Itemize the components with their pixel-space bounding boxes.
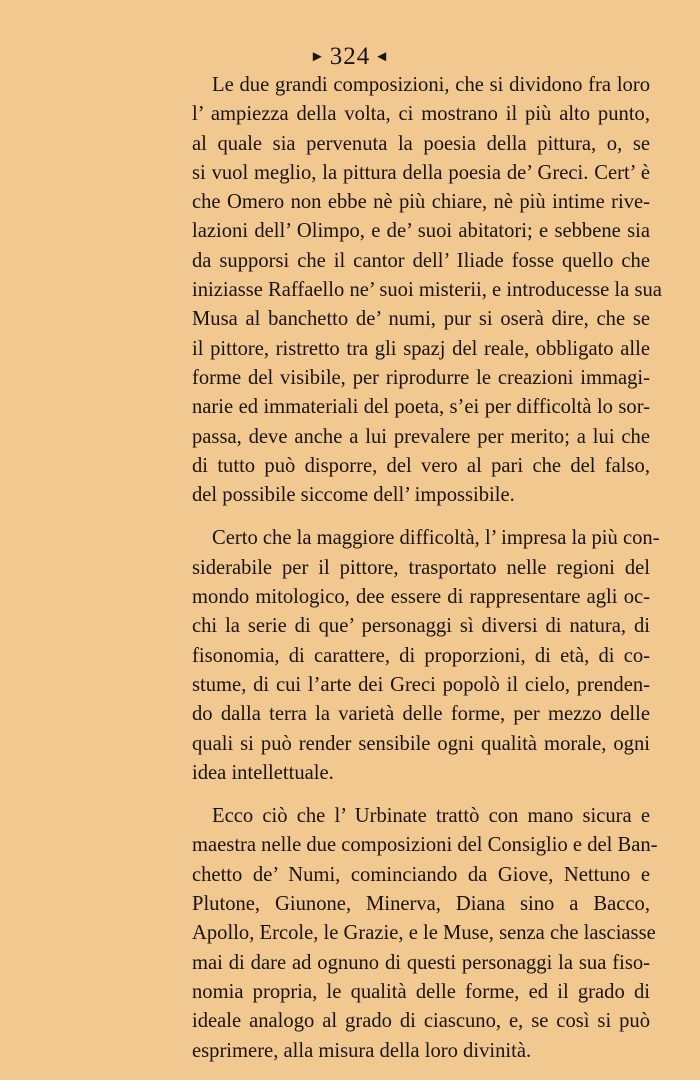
page-number: 324 [329, 43, 371, 71]
text-line: fisonomia, di carattere, di proporzioni, di età, di co- [192, 644, 650, 667]
text-line: maestra nelle due composizioni del Consiglio e del Ban- [192, 834, 658, 857]
text-line: chetto de’ Numi, cominciando da Giove, Nettuno e [192, 863, 650, 886]
text-line: Certo che la maggiore difficoltà, l’ impresa la più con- [212, 527, 660, 550]
paragraph [192, 802, 658, 1066]
text-line: che Omero non ebbe nè più chiare, nè più intime rive- [192, 191, 650, 214]
text-line: al quale sia pervenuta la poesia della pittura, o, se [192, 132, 650, 155]
text-line: Ecco ciò che l’ Urbinate trattò con mano sicura e [212, 805, 650, 828]
text-line: si vuol meglio, la pittura della poesia de’ Greci. Cert’ è [192, 161, 650, 184]
paragraph [192, 71, 662, 510]
text-line: quali si può render sensibile ogni qualità morale, ogni [192, 732, 650, 755]
body-text [192, 71, 662, 1080]
text-line: stume, di cui l’arte dei Greci popolò il cielo, prenden- [192, 673, 650, 696]
text-line: chi la serie di que’ personaggi sì diversi di natura, di [192, 615, 650, 638]
text-line: mai di dare ad ognuno di questi personaggi la sua fiso- [192, 951, 650, 974]
text-line: Le due grandi composizioni, che si dividono fra loro [212, 74, 650, 96]
text-line: ideale analogo al grado di ciascuno, e, se così si può [192, 1010, 650, 1033]
text-line: da supporsi che il cantor dell’ Iliade fosse quello che [192, 249, 650, 272]
text-line: di tutto può disporre, del vero al pari che del falso, [192, 454, 650, 477]
text-line: passa, deve anche a lui prevalere per merito; a lui che [192, 425, 650, 448]
right-ornament-icon: ◄ [374, 48, 391, 65]
text-line: idea intellettuale. [192, 761, 334, 784]
page-header [0, 42, 700, 71]
text-line: mondo mitologico, dee essere di rappresentare agli oc- [192, 586, 650, 609]
paragraph [192, 524, 660, 788]
left-ornament-icon: ► [309, 48, 326, 65]
text-line: forme del visibile, per riprodurre le creazioni immagi- [192, 366, 650, 389]
text-line: il pittore, ristretto tra gli spazj del reale, obbligato alle [192, 337, 650, 360]
text-line: do dalla terra la varietà delle forme, per mezzo delle [192, 703, 650, 726]
text-line: Apollo, Ercole, le Grazie, e le Muse, senza che lasciasse [192, 922, 656, 945]
text-line: l’ ampiezza della volta, ci mostrano il più alto punto, [192, 103, 650, 126]
text-line: lazioni dell’ Olimpo, e de’ suoi abitatori; e sebbene sia [192, 220, 650, 243]
text-line: del possibile siccome dell’ impossibile. [192, 484, 515, 507]
text-line: esprimere, alla misura della loro divinità. [192, 1039, 532, 1062]
text-line: narie ed immateriali del poeta, s’ei per difficoltà lo sor- [192, 396, 650, 419]
text-line: nomia propria, le qualità delle forme, ed il grado di [192, 980, 650, 1003]
text-line: siderabile per il pittore, trasportato nelle regioni del [192, 556, 650, 579]
text-line: Plutone, Giunone, Minerva, Diana sino a Bacco, [192, 893, 650, 916]
text-line: Musa al banchetto de’ numi, pur si oserà dire, che se [192, 308, 650, 331]
text-line: iniziasse Raffaello ne’ suoi misterii, e introducesse la sua [192, 279, 662, 302]
